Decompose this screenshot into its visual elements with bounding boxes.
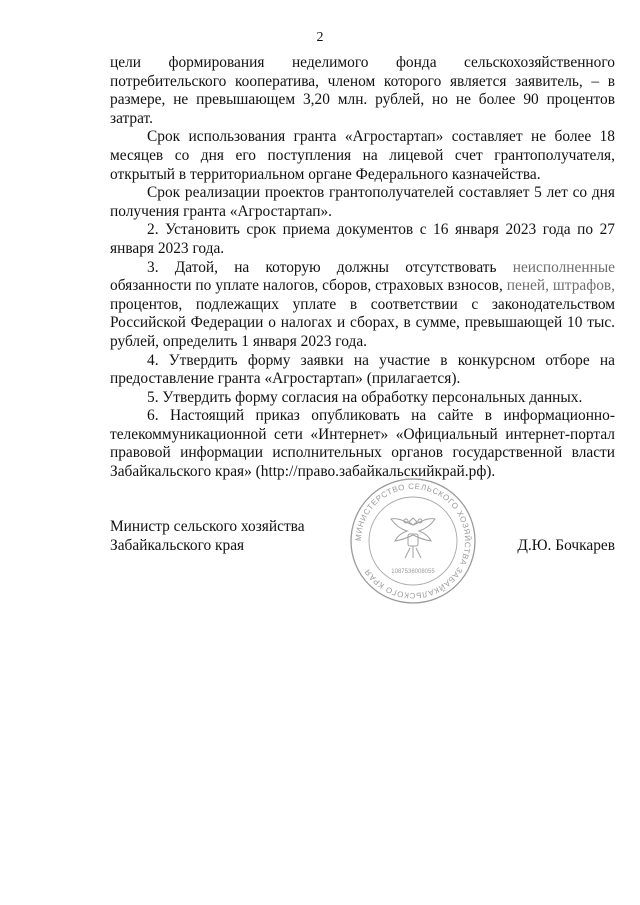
official-seal-stamp [348, 476, 478, 606]
item-3-text-c: обязанности по уплате налогов, сборов, страховых взносов, [110, 277, 507, 295]
paragraph-item-6: 6. Настоящий приказ опубликовать на сайте в информационно-телекоммуникационной сети «Интернет» «Официальный интернет-портал правовой информации исполнительных органов государственной власти Забайкальского края» (http://право.забайкальскийкрай.рф). [110, 407, 615, 481]
svg-text:МИНИСТЕРСТВО СЕЛЬСКОГО ХОЗЯЙСТ [354, 482, 472, 600]
paragraph-continuation: цели формирования неделимого фонда сельскохозяйственного потребительского кооператива, членом которого является заявитель, – в размере, не превышающем 3,20 млн. рублей, но не более 90 процентов затрат. [110, 54, 615, 127]
signatory-name: Д.Ю. Бочкарев [517, 536, 615, 554]
paragraph-item-5: 5. Утвердить форму согласия на обработку персональных данных. [147, 388, 583, 406]
paragraph-grant-term: Срок использования гранта «Агростартап» составляет не более 18 месяцев со дня его поступления на лицевой счет грантополучателя, открытый в территориальном органе Федерального казначейства. [110, 128, 615, 183]
page-number: 2 [316, 30, 324, 45]
item-3-text-e: процентов, подлежащих уплате в соответствии с законодательством Российской Федерации о налогах и сборах, в сумме, превышающей 10 тыс. рублей, определить 1 января 2023 года. [110, 295, 615, 350]
paragraph-item-4: 4. Утвердить форму заявки на участие в конкурсном отборе на предоставление гранта «Агростартап» (прилагается). [110, 351, 615, 388]
item-3-text-faded-b: пеней, штрафов, [506, 277, 615, 295]
paragraph-item-3 [110, 259, 615, 352]
item-3-text-faded-a: неисполненные [512, 258, 615, 276]
paragraph-item-2: 2. Установить срок приема документов с 16 января 2023 года по 27 января 2023 года. [110, 221, 615, 257]
document-body [110, 54, 615, 482]
signatory-title [110, 518, 305, 555]
signatory-title-line-1: Министр сельского хозяйства [110, 518, 305, 535]
paragraph-project-term: Срок реализации проектов грантополучателей составляет 5 лет со дня получения гранта «Агростартап». [110, 184, 615, 220]
seal-number: 1087536008055 [391, 569, 435, 575]
coat-of-arms-icon [391, 518, 435, 558]
signatory-title-line-2: Забайкальского края [110, 536, 245, 554]
seal-ring-text: МИНИСТЕРСТВО СЕЛЬСКОГО ХОЗЯЙСТВА ЗАБАЙКАЛЬСКОГО КРАЯ [353, 481, 473, 601]
item-3-text-a: 3. Датой, на которую должны отсутствовать [147, 258, 513, 276]
